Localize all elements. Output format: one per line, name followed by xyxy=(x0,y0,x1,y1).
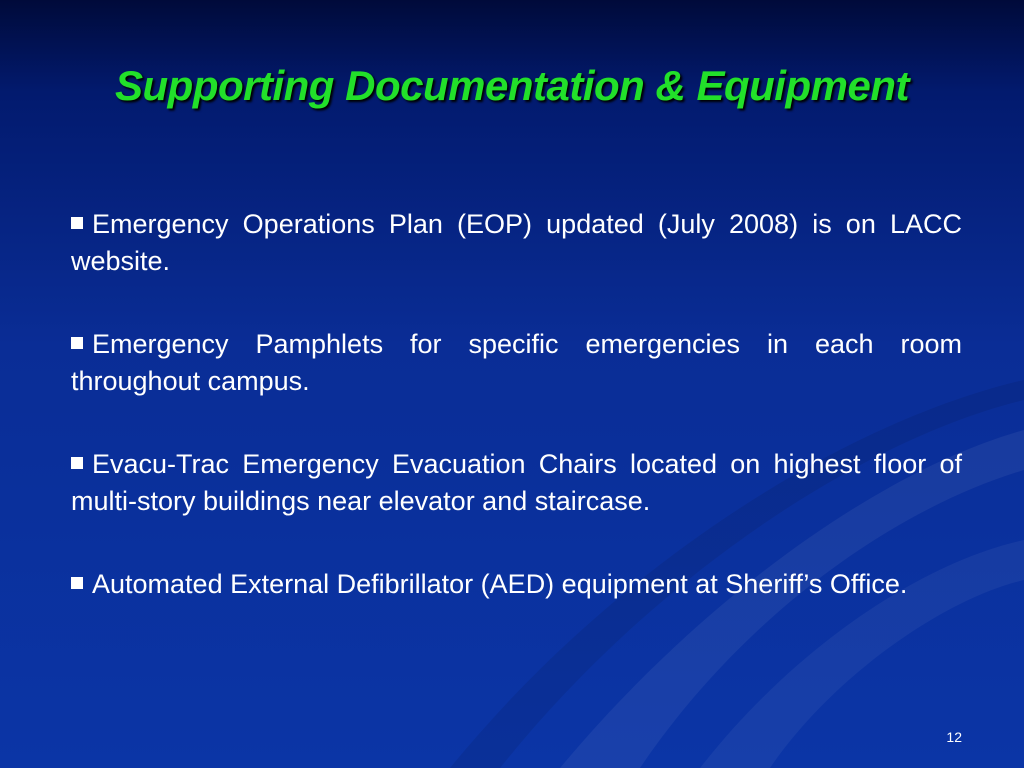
bullet-text: Emergency Operations Plan (EOP) updated (July 2008) is on LACC website. xyxy=(71,209,962,276)
square-bullet-icon xyxy=(71,457,83,469)
square-bullet-icon xyxy=(71,217,83,229)
bullet-text: Evacu-Trac Emergency Evacuation Chairs located on highest floor of multi-story buildings near elevator and staircase. xyxy=(71,449,962,516)
bullet-item-pamphlets xyxy=(71,326,962,400)
bullet-text: Emergency Pamphlets for specific emergencies in each room throughout campus. xyxy=(71,329,962,396)
slide-title: Supporting Documentation & Equipment xyxy=(115,62,909,109)
square-bullet-icon xyxy=(71,337,83,349)
square-bullet-icon xyxy=(71,577,83,589)
bullet-text: Automated External Defibrillator (AED) equipment at Sheriff’s Office. xyxy=(92,569,908,599)
bullet-item-aed xyxy=(71,566,962,603)
bullet-item-evacuation-chairs xyxy=(71,446,962,520)
page-number: 12 xyxy=(946,729,962,745)
bullet-list xyxy=(71,206,962,649)
bullet-item-eop xyxy=(71,206,962,280)
